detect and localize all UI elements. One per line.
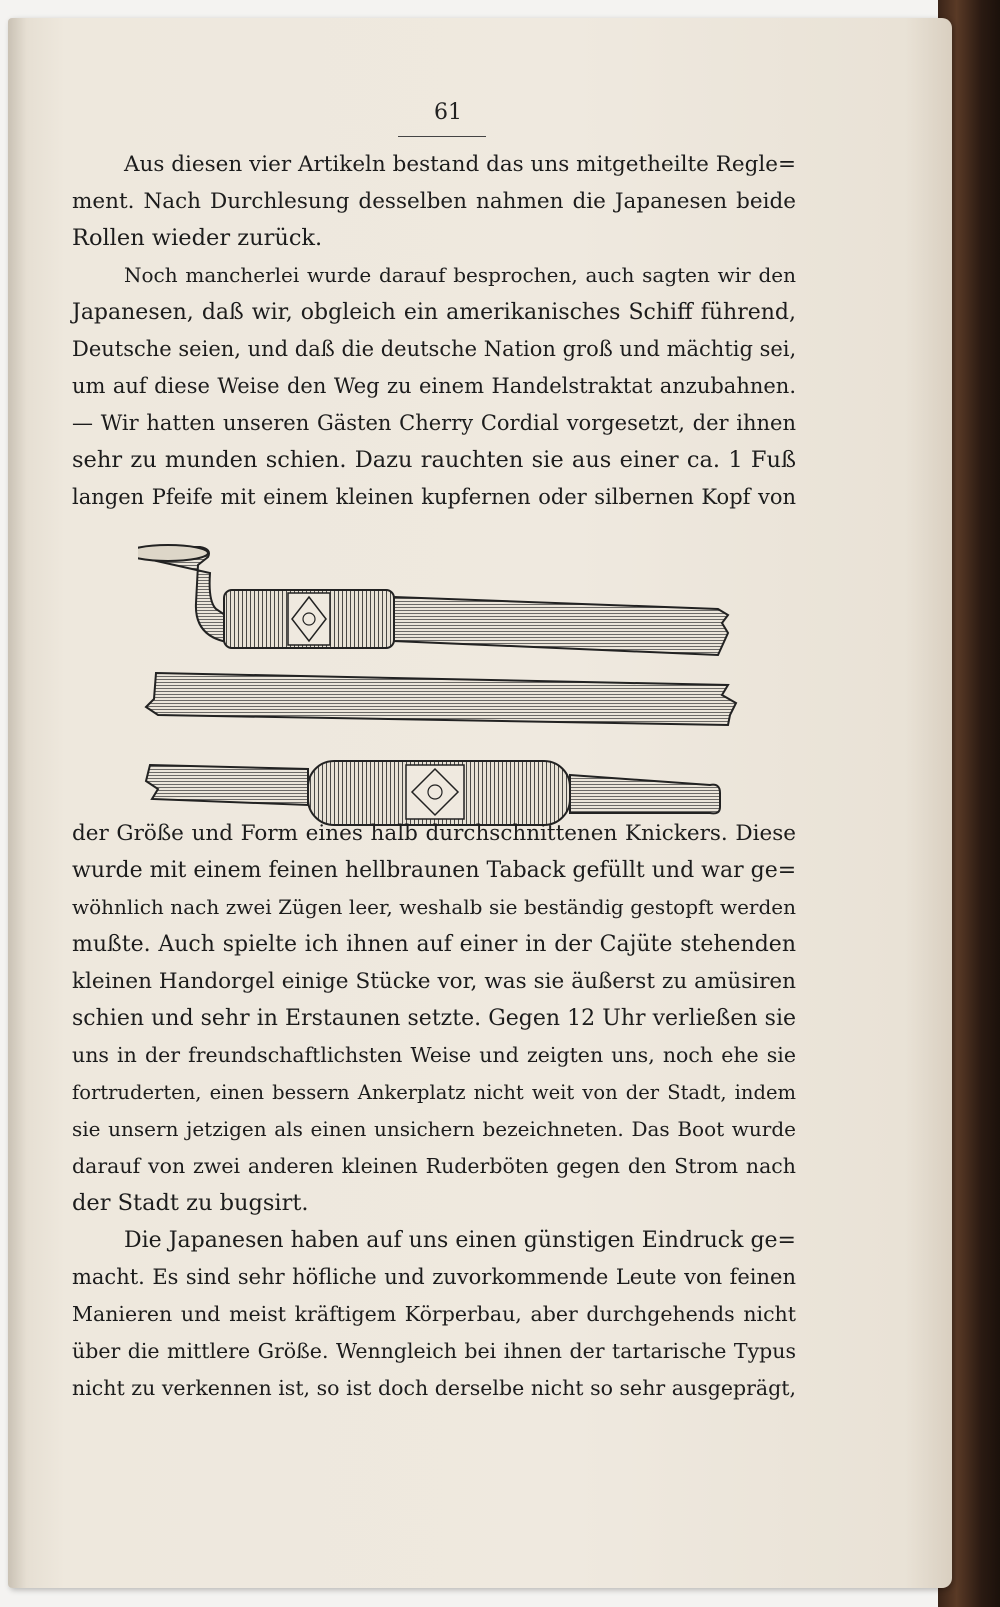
text-line: Die Japanesen haben auf uns einen günstigen Eindruck ge= bbox=[124, 1228, 796, 1253]
text-line: mußte. Auch spielte ich ihnen auf einer in der Cajüte stehenden bbox=[72, 932, 796, 957]
text-line: Rollen wieder zurück. bbox=[72, 225, 323, 251]
text-line: — Wir hatten unseren Gästen Cherry Cordial vorgesetzt, der ihnen bbox=[72, 411, 796, 435]
text-line: Aus diesen vier Artikeln bestand das uns mitgetheilte Regle= bbox=[124, 152, 796, 177]
text-block-top bbox=[72, 146, 796, 516]
text-line: schien und sehr in Erstaunen setzte. Gegen 12 Uhr verließen sie bbox=[72, 1006, 796, 1031]
pipe-illustration bbox=[138, 543, 738, 833]
pipe-stem-section bbox=[146, 673, 736, 725]
text-line: Manieren und meist kräftigem Körperbau, aber durchgehends nicht bbox=[72, 1302, 796, 1326]
text-line: wurde mit einem feinen hellbraunen Taback gefüllt und war ge= bbox=[72, 858, 797, 883]
text-line: um auf diese Weise den Weg zu einem Handelstraktat anzubahnen. bbox=[72, 374, 796, 398]
text-line: uns in der freundschaftlichsten Weise und zeigten uns, noch ehe sie bbox=[72, 1043, 796, 1067]
header-rule bbox=[398, 136, 486, 137]
text-line: ment. Nach Durchlesung desselben nahmen die Japanesen beide bbox=[72, 189, 796, 214]
text-line: der Größe und Form eines halb durchschnittenen Knickers. Diese bbox=[72, 821, 796, 846]
text-line: darauf von zwei anderen kleinen Ruderböten gegen den Strom nach bbox=[72, 1154, 796, 1178]
text-block-bottom bbox=[72, 815, 796, 1407]
text-line: sie unsern jetzigen als einen unsichern bezeichneten. Das Boot wurde bbox=[72, 1117, 796, 1141]
text-line: Noch mancherlei wurde darauf besprochen, auch sagten wir den bbox=[124, 263, 796, 287]
text-line: der Stadt zu bugsirt. bbox=[72, 1190, 309, 1216]
text-line: macht. Es sind sehr höfliche und zuvorkommende Leute von feinen bbox=[72, 1265, 796, 1289]
text-line: kleinen Handorgel einige Stücke vor, was sie äußerst zu amüsiren bbox=[72, 969, 796, 994]
text-line: sehr zu munden schien. Dazu rauchten sie aus einer ca. 1 Fuß bbox=[72, 447, 796, 473]
book-page bbox=[8, 18, 952, 1588]
text-line: nicht zu verkennen ist, so ist doch derselbe nicht so sehr ausgeprägt, bbox=[72, 1376, 796, 1400]
text-line: langen Pfeife mit einem kleinen kupfernen oder silbernen Kopf von bbox=[72, 485, 796, 509]
pipe-with-bowl bbox=[138, 545, 728, 655]
text-line: Japanesen, daß wir, obgleich ein amerikanisches Schiff führend, bbox=[72, 300, 796, 325]
text-line: über die mittlere Größe. Wenngleich bei ihnen der tartarische Typus bbox=[72, 1339, 796, 1363]
text-line: wöhnlich nach zwei Zügen leer, weshalb sie beständig gestopft werden bbox=[72, 895, 796, 919]
text-line: Deutsche seien, und daß die deutsche Nation groß und mächtig sei, bbox=[72, 337, 797, 361]
page-number: 61 bbox=[434, 100, 462, 125]
text-line: fortruderten, einen bessern Ankerplatz nicht weit von der Stadt, indem bbox=[72, 1081, 796, 1104]
